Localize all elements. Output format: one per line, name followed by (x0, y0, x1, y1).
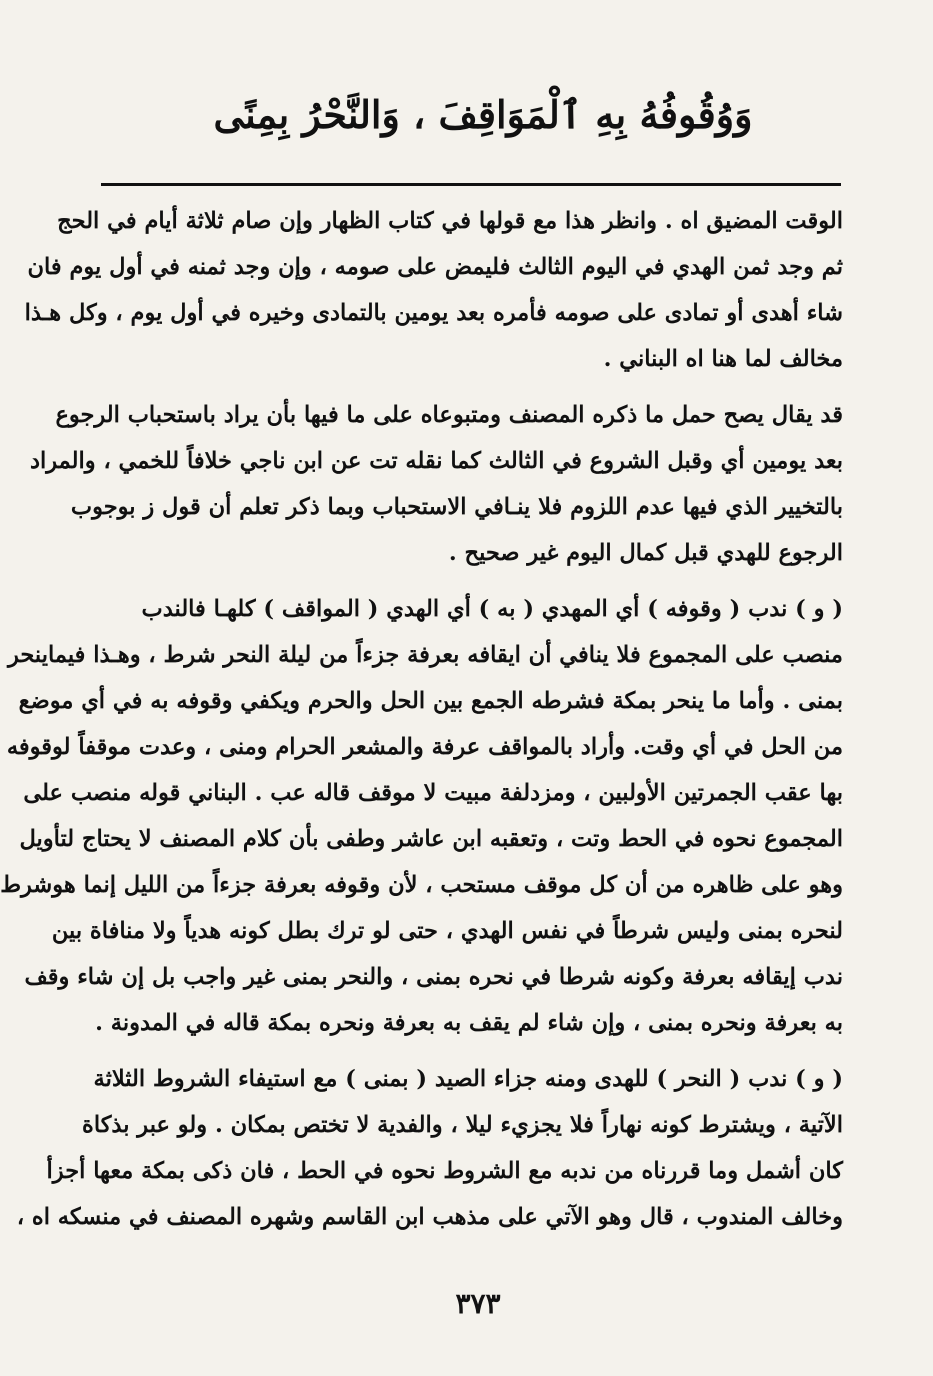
paragraph-2 (29, 392, 843, 576)
paragraph-4 (16, 1056, 843, 1240)
text-line: ثم وجد ثمن الهدي في اليوم الثالث فليمض على صومه ، وإن وجد ثمنه في أول يوم فان (27, 254, 843, 280)
paragraph-3 (0, 586, 843, 1046)
text-line: الآتية ، ويشترط كونه نهاراً فلا يجزيء ليلا ، والفدية لا تختص بمكان . ولو عبر بذكاة (82, 1112, 843, 1138)
text-line: من الحل في أي وقت. وأراد بالمواقف عرفة والمشعر الحرام ومنى ، وعدت موقفاً لوقوفه (6, 734, 843, 760)
text-line: ندب إيقافه بعرفة وكونه شرطا في نحره بمنى ، والنحر بمنى غير واجب بل إن شاء وقف (24, 964, 843, 990)
paragraph-1 (24, 198, 843, 382)
text-line: شاء أهدى أو تمادى على صومه فأمره بعد يومين بالتمادى وخيره في أول يوم ، وكل هـذا (24, 300, 843, 326)
text-line: المجموع نحوه في الحط وتت ، وتعقبه ابن عاشر وطفى بأن كلام المصنف لا يحتاج لتأويل (19, 826, 843, 852)
page-title: وَوُقُوفُهُ بِهِ ٱلْمَوَاقِفَ ، وَالنَّحْرُ بِمِنًى (213, 92, 753, 137)
text-line: بالتخيير الذي فيها عدم اللزوم فلا ينـافي الاستحباب وبما ذكر تعلم أن قول ز بوجوب (70, 494, 843, 520)
text-line: به بعرفة ونحره بمنى ، وإن شاء لم يقف به بعرفة ونحره بمكة قاله في المدونة . (95, 1010, 843, 1036)
main-text (0, 198, 843, 1250)
text-line: بمنى . وأما ما ينحر بمكة فشرطه الجمع بين الحل والحرم ويكفي وقوفه به في أي موضع (18, 688, 843, 714)
text-line: لنحره بمنى وليس شرطاً في نفس الهدي ، حتى لو ترك بطل كونه هدياً ولا منافاة بين (51, 918, 843, 944)
text-line: كان أشمل وما قررناه من ندبه مع الشروط نحوه في الحط ، فان ذكى بمكة معها أجزأ (46, 1158, 843, 1184)
text-line: وخالف المندوب ، قال وهو الآتي على مذهب ابن القاسم وشهره المصنف في منسكه اه ، (16, 1204, 843, 1230)
text-line: مخالف لما هنا اه البناني . (603, 346, 843, 372)
text-line: الوقت المضيق اه . وانظر هذا مع قولها في كتاب الظهار وإن صام ثلاثة أيام في الحج (57, 208, 843, 234)
text-line: منصب على المجموع فلا ينافي أن ايقافه بعرفة جزءاً من ليلة النحر شرط ، وهـذا فيماينحر (7, 642, 843, 668)
text-line: بعد يومين أي وقبل الشروع في الثالث كما نقله تت عن ابن ناجي خلافاً للخمي ، والمراد (29, 448, 843, 474)
text-line: وهو على ظاهره من أن كل موقف مستحب ، لأن وقوفه بعرفة جزءاً من الليل إنما هوشرط (0, 872, 843, 898)
page-number: ٣٧٣ (455, 1287, 501, 1320)
text-line: قد يقال يصح حمل ما ذكره المصنف ومتبوعاه على ما فيها بأن يراد باستحباب الرجوع (55, 402, 843, 428)
text-line: الرجوع للهدي قبل كمال اليوم غير صحيح . (448, 540, 843, 566)
text-line: بها عقب الجمرتين الأولبين ، ومزدلفة مبيت لا موقف قاله عب . البناني قوله منصب على (23, 780, 843, 806)
text-line: ( و ) ندب ( النحر ) للهدى ومنه جزاء الصيد ( بمنى ) مع استيفاء الشروط الثلاثة (93, 1066, 843, 1092)
text-line: ( و ) ندب ( وقوفه ) أي المهدي ( به ) أي الهدي ( المواقف ) كلهـا فالندب (141, 596, 843, 622)
header-rule (101, 183, 841, 186)
